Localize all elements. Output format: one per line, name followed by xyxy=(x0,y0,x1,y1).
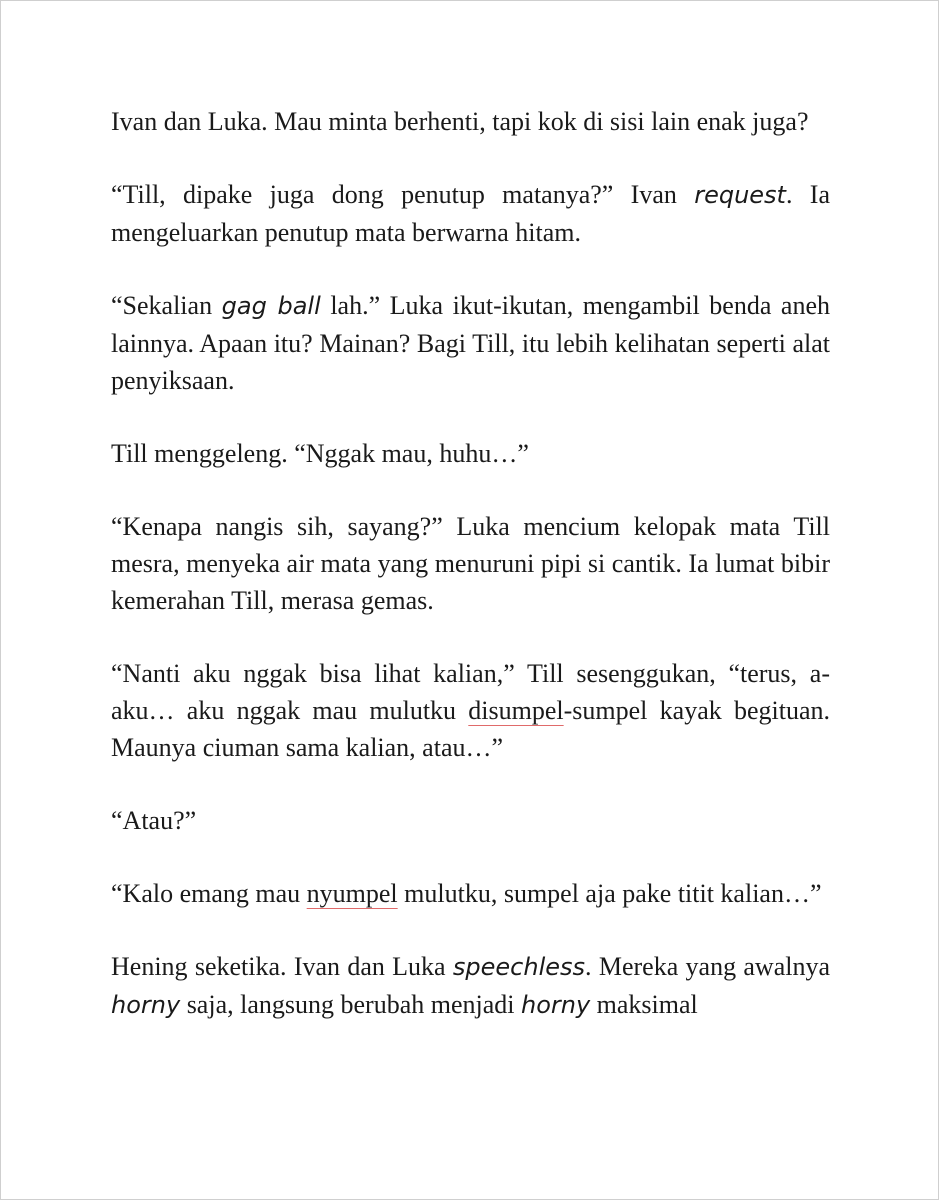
paragraph-6 xyxy=(111,655,830,766)
paragraph-text: . Ia mengeluarkan penutup mata berwarna hitam. xyxy=(111,180,831,247)
paragraph-text: “Nanti aku nggak bisa lihat kalian,” Till sesenggukan, “terus, a-aku… aku nggak mau mulutku xyxy=(111,659,830,725)
paragraph-text: maksimal xyxy=(590,990,698,1019)
paragraph-4 xyxy=(111,435,830,472)
italic-text: horny xyxy=(111,991,181,1019)
paragraph-text: “Atau?” xyxy=(111,806,197,835)
paragraph-text: saja, langsung berubah menjadi xyxy=(180,990,521,1019)
italic-text: gag ball xyxy=(221,292,321,320)
italic-text: speechless xyxy=(452,953,586,981)
paragraph-text: “Till, dipake juga dong penutup matanya?” Ivan xyxy=(111,180,695,209)
paragraph-text: Till menggeleng. “Nggak mau, huhu…” xyxy=(111,439,529,468)
paragraph-2 xyxy=(111,176,830,251)
paragraph-text: . Mereka yang awalnya xyxy=(585,952,830,981)
italic-text: horny xyxy=(520,991,591,1019)
paragraph-3 xyxy=(111,287,830,399)
italic-text: request xyxy=(694,181,786,209)
document-body xyxy=(111,103,830,1024)
paragraph-text: lah.” Luka ikut-ikutan, mengambil benda aneh lainnya. Apaan itu? Mainan? Bagi Till, itu lebih kelihatan seperti alat penyiksaan. xyxy=(111,291,830,395)
paragraph-1 xyxy=(111,103,830,140)
spellcheck-flagged-word[interactable]: disumpel xyxy=(468,696,564,725)
paragraph-text: -sumpel kayak begituan. Maunya ciuman sama kalian, atau…” xyxy=(111,696,831,762)
paragraph-7 xyxy=(111,802,830,839)
paragraph-5 xyxy=(111,508,830,619)
paragraph-text: mulutku, sumpel aja pake titit kalian…” xyxy=(397,879,822,908)
paragraph-8 xyxy=(111,875,830,912)
paragraph-text: Hening seketika. Ivan dan Luka xyxy=(111,952,453,981)
spellcheck-flagged-word[interactable]: nyumpel xyxy=(306,879,398,908)
paragraph-text: “Kalo emang mau xyxy=(111,879,307,908)
paragraph-text: “Sekalian xyxy=(111,291,222,320)
paragraph-text: Ivan dan Luka. Mau minta berhenti, tapi kok di sisi lain enak juga? xyxy=(111,107,809,136)
paragraph-text: “Kenapa nangis sih, sayang?” Luka mencium kelopak mata Till mesra, menyeka air mata yang menuruni pipi si cantik. Ia lumat bibir kemerahan Till, merasa gemas. xyxy=(111,512,830,615)
paragraph-9 xyxy=(111,948,830,1024)
